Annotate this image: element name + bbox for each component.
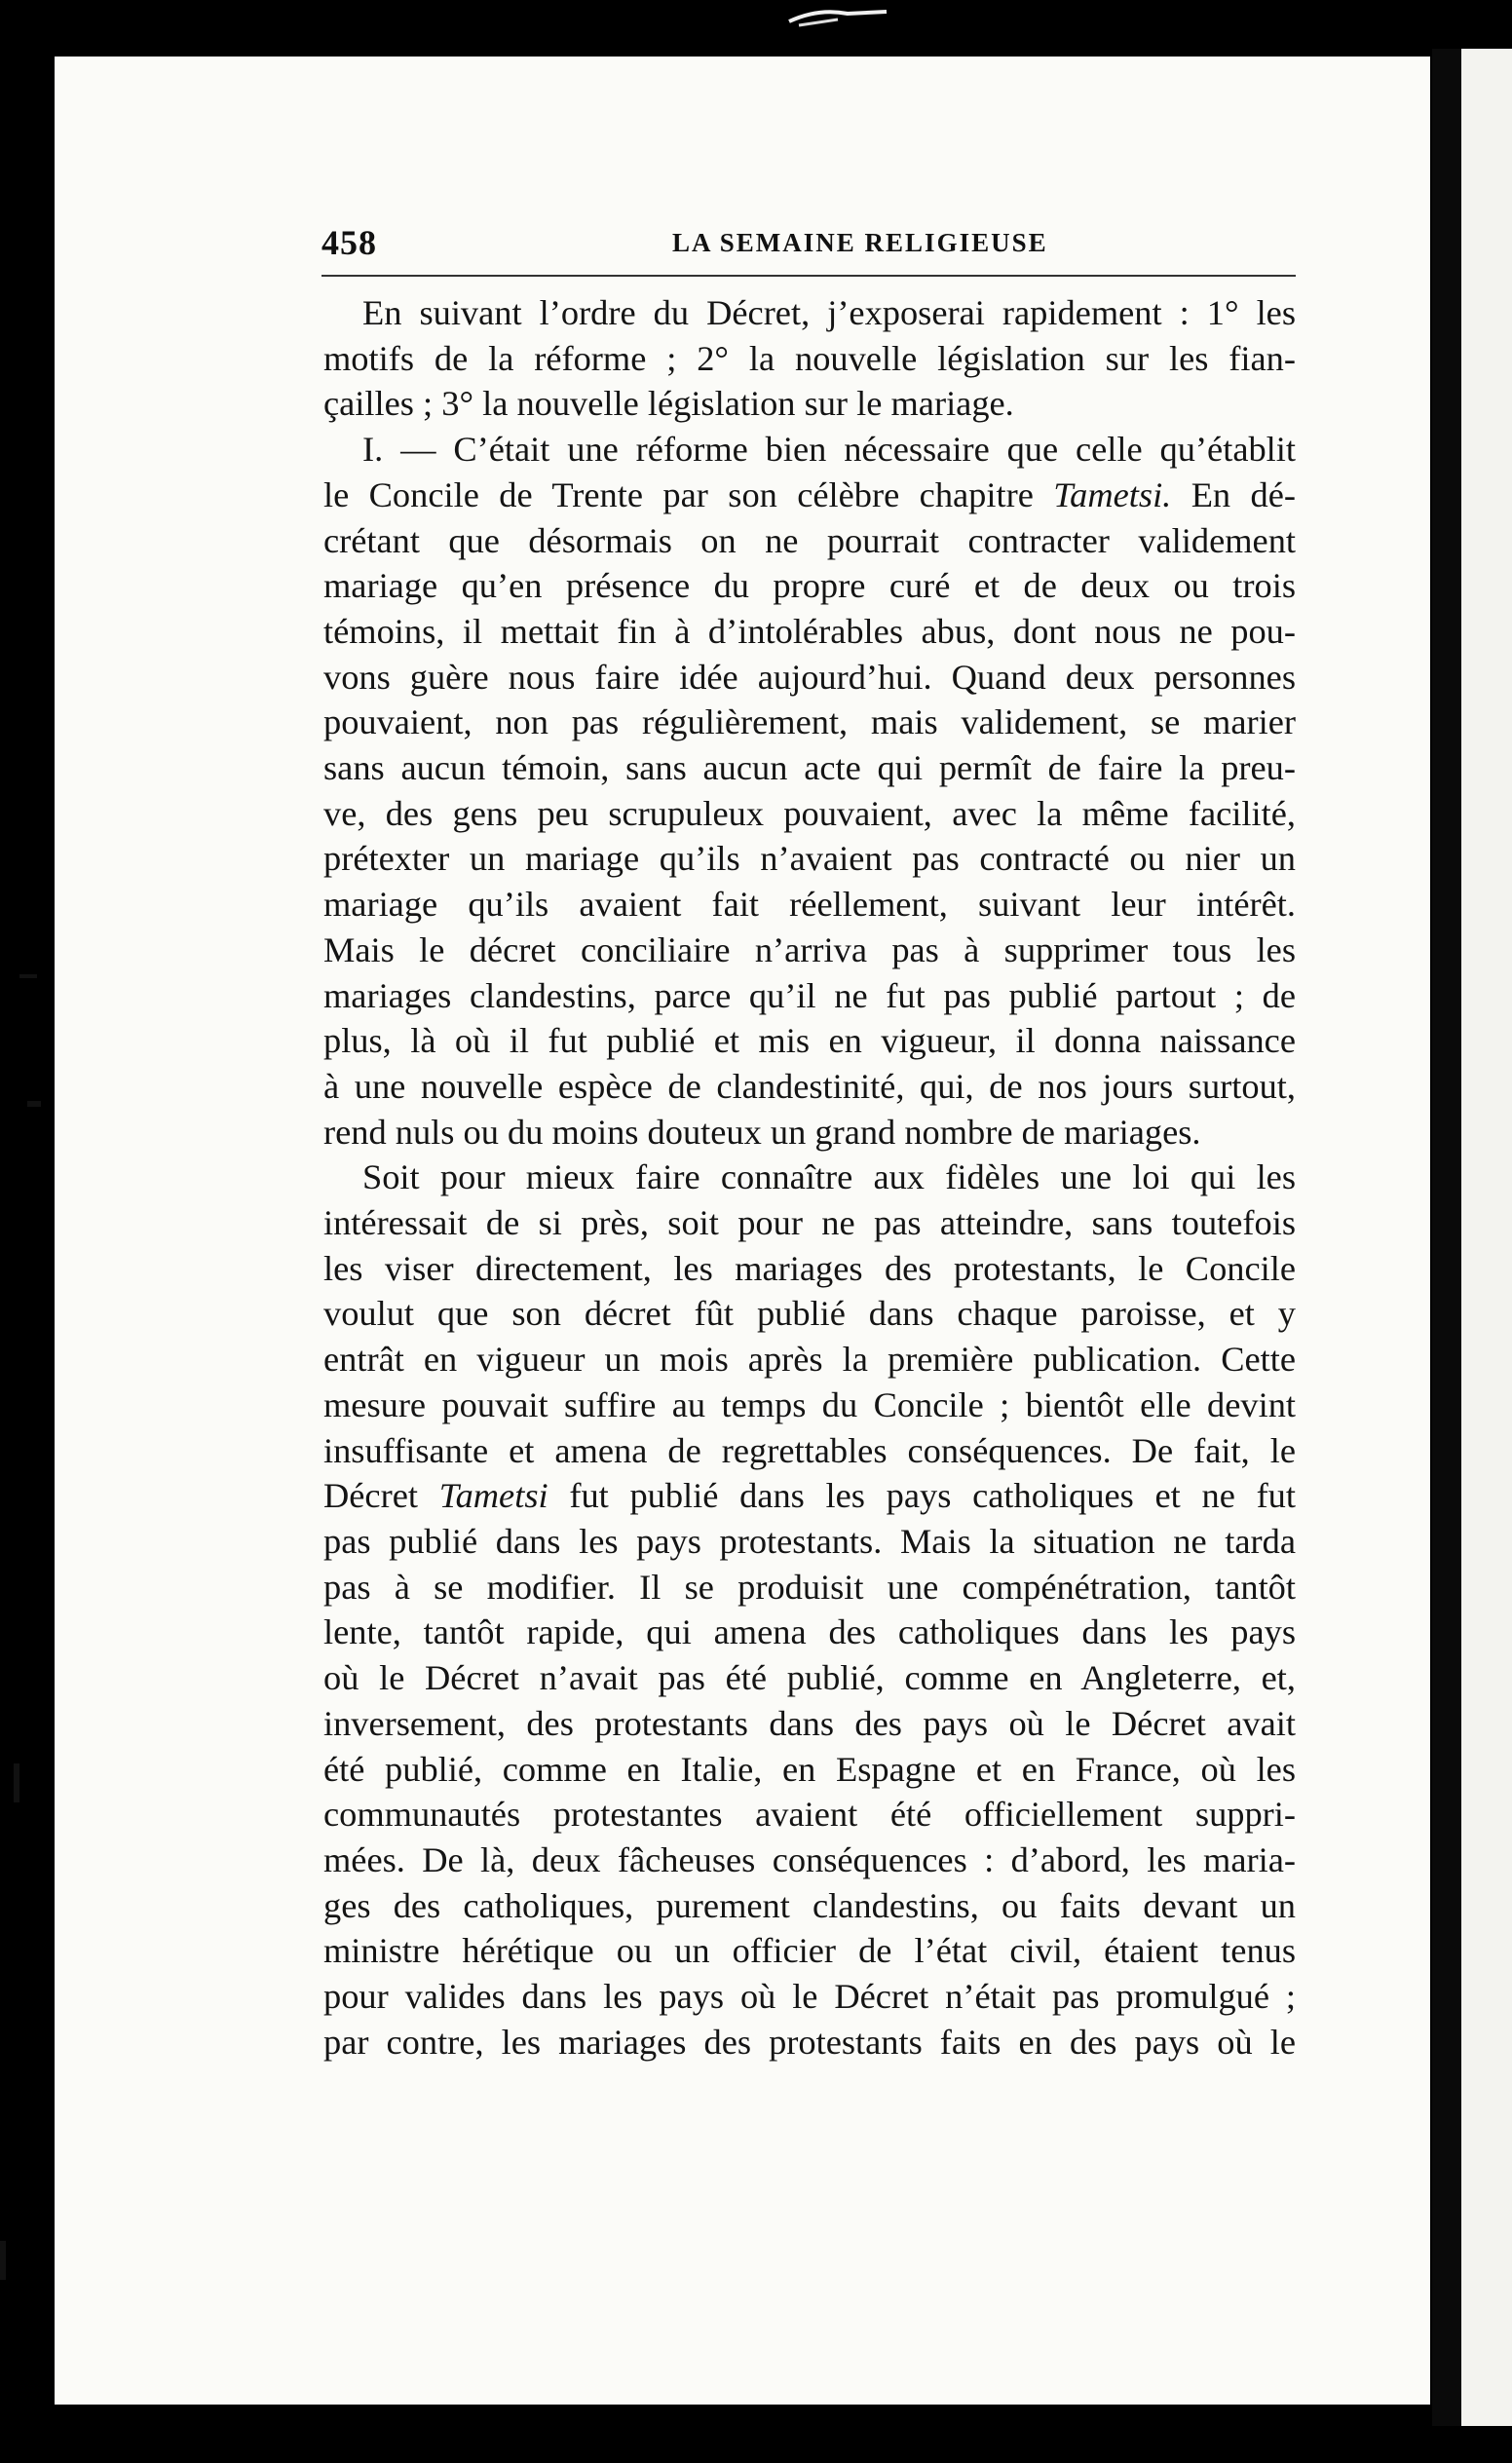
text-span: le Concile de Trente par son célèbre chapitre <box>323 474 1034 514</box>
margin-tick <box>19 974 37 978</box>
text-line: communautés protestantes avaient été officiellement suppri- <box>323 1795 1296 1835</box>
text-line: insuffisante et amena de regrettables conséquences. De fait, le <box>323 1430 1296 1470</box>
facing-page-edge <box>1461 49 1512 2426</box>
text-line: été publié, comme en Italie, en Espagne et en France, où les <box>323 1749 1296 1789</box>
text-line: voulut que son décret fût publié dans chaque paroisse, et y <box>323 1294 1296 1334</box>
gutter-shadow <box>1432 49 1461 2426</box>
text-line: témoins, il mettait fin à d’intolérables abus, dont nous ne pou- <box>323 611 1296 651</box>
header-rule <box>321 275 1296 277</box>
margin-tick <box>14 1763 19 1802</box>
text-line: I. — C’était une réforme bien nécessaire que celle qu’établit <box>362 430 1296 470</box>
text-line: plus, là où il fut publié et mis en vigueur, il donna naissance <box>323 1021 1296 1061</box>
text-line: à une nouvelle espèce de clandestinité, qui, de nos jours surtout, <box>323 1066 1296 1106</box>
margin-tick <box>0 2241 6 2280</box>
text-line: ministre hérétique ou un officier de l’état civil, étaient tenus <box>323 1931 1296 1971</box>
text-line: sans aucun témoin, sans aucun acte qui permît de faire la preu- <box>323 748 1296 788</box>
text-line: les viser directement, les mariages des protestants, le Concile <box>323 1248 1296 1288</box>
running-title: LA SEMAINE RELIGIEUSE <box>672 228 1048 257</box>
page-header <box>321 222 1296 281</box>
text-line: ges des catholiques, purement clandestins, ou faits devant un <box>323 1885 1296 1925</box>
text-line: Soit pour mieux faire connaître aux fidèles une loi qui les <box>362 1157 1296 1197</box>
text-line: pouvaient, non pas régulièrement, mais validement, se marier <box>323 702 1296 742</box>
text-line <box>323 1473 1296 1519</box>
text-line: Mais le décret conciliaire n’arriva pas à supprimer tous les <box>323 929 1296 969</box>
italic-term: Tametsi <box>438 1476 548 1516</box>
text-line: où le Décret n’avait pas été publié, comme en Angleterre, et, <box>323 1658 1296 1698</box>
binding-clip <box>779 0 896 29</box>
text-line: vons guère nous faire idée aujourd’hui. Quand deux personnes <box>323 657 1296 697</box>
text-line: mesure pouvait suffire au temps du Concile ; bientôt elle devint <box>323 1384 1296 1424</box>
text-line: mées. De là, deux fâcheuses conséquences : d’abord, les maria- <box>323 1839 1296 1879</box>
text-line: En suivant l’ordre du Décret, j’exposerai rapidement : 1° les <box>362 293 1296 332</box>
text-line: mariage qu’en présence du propre curé et de deux ou trois <box>323 566 1296 606</box>
text-line: entrât en vigueur un mois après la première publication. Cette <box>323 1340 1296 1380</box>
text-line <box>323 473 1296 518</box>
text-line: ve, des gens peu scrupuleux pouvaient, avec la même facilité, <box>323 793 1296 833</box>
body-text <box>323 290 1296 2065</box>
italic-term: Tametsi. <box>1053 474 1172 514</box>
text-line: pas publié dans les pays protestants. Mais la situation ne tarda <box>323 1521 1296 1561</box>
text-line: prétexter un mariage qu’ils n’avaient pas contracté ou nier un <box>323 839 1296 879</box>
text-line: inversement, des protestants dans des pays où le Décret avait <box>323 1703 1296 1743</box>
text-span: En dé- <box>1191 474 1296 514</box>
text-line: intéressait de si près, soit pour ne pas atteindre, sans toutefois <box>323 1203 1296 1243</box>
text-line: mariages clandestins, parce qu’il ne fut pas publié partout ; de <box>323 975 1296 1015</box>
margin-tick <box>27 1101 41 1107</box>
text-line: çailles ; 3° la nouvelle législation sur le mariage. <box>323 384 1014 424</box>
text-span: Décret <box>323 1476 418 1516</box>
text-line: motifs de la réforme ; 2° la nouvelle législation sur les fian- <box>323 338 1296 378</box>
page-number: 458 <box>321 223 377 262</box>
text-line: lente, tantôt rapide, qui amena des catholiques dans les pays <box>323 1612 1296 1652</box>
text-line: par contre, les mariages des protestants faits en des pays où le <box>323 2022 1296 2062</box>
text-line: rend nuls ou du moins douteux un grand nombre de mariages. <box>323 1112 1201 1152</box>
text-line: mariage qu’ils avaient fait réellement, suivant leur intérêt. <box>323 885 1296 925</box>
text-line: pour valides dans les pays où le Décret n’était pas promulgué ; <box>323 1977 1296 2017</box>
text-span: fut publié dans les pays catholiques et ne fut <box>569 1476 1296 1516</box>
text-line: crétant que désormais on ne pourrait contracter validement <box>323 520 1296 560</box>
text-line: pas à se modifier. Il se produisit une compénétration, tantôt <box>323 1567 1296 1607</box>
